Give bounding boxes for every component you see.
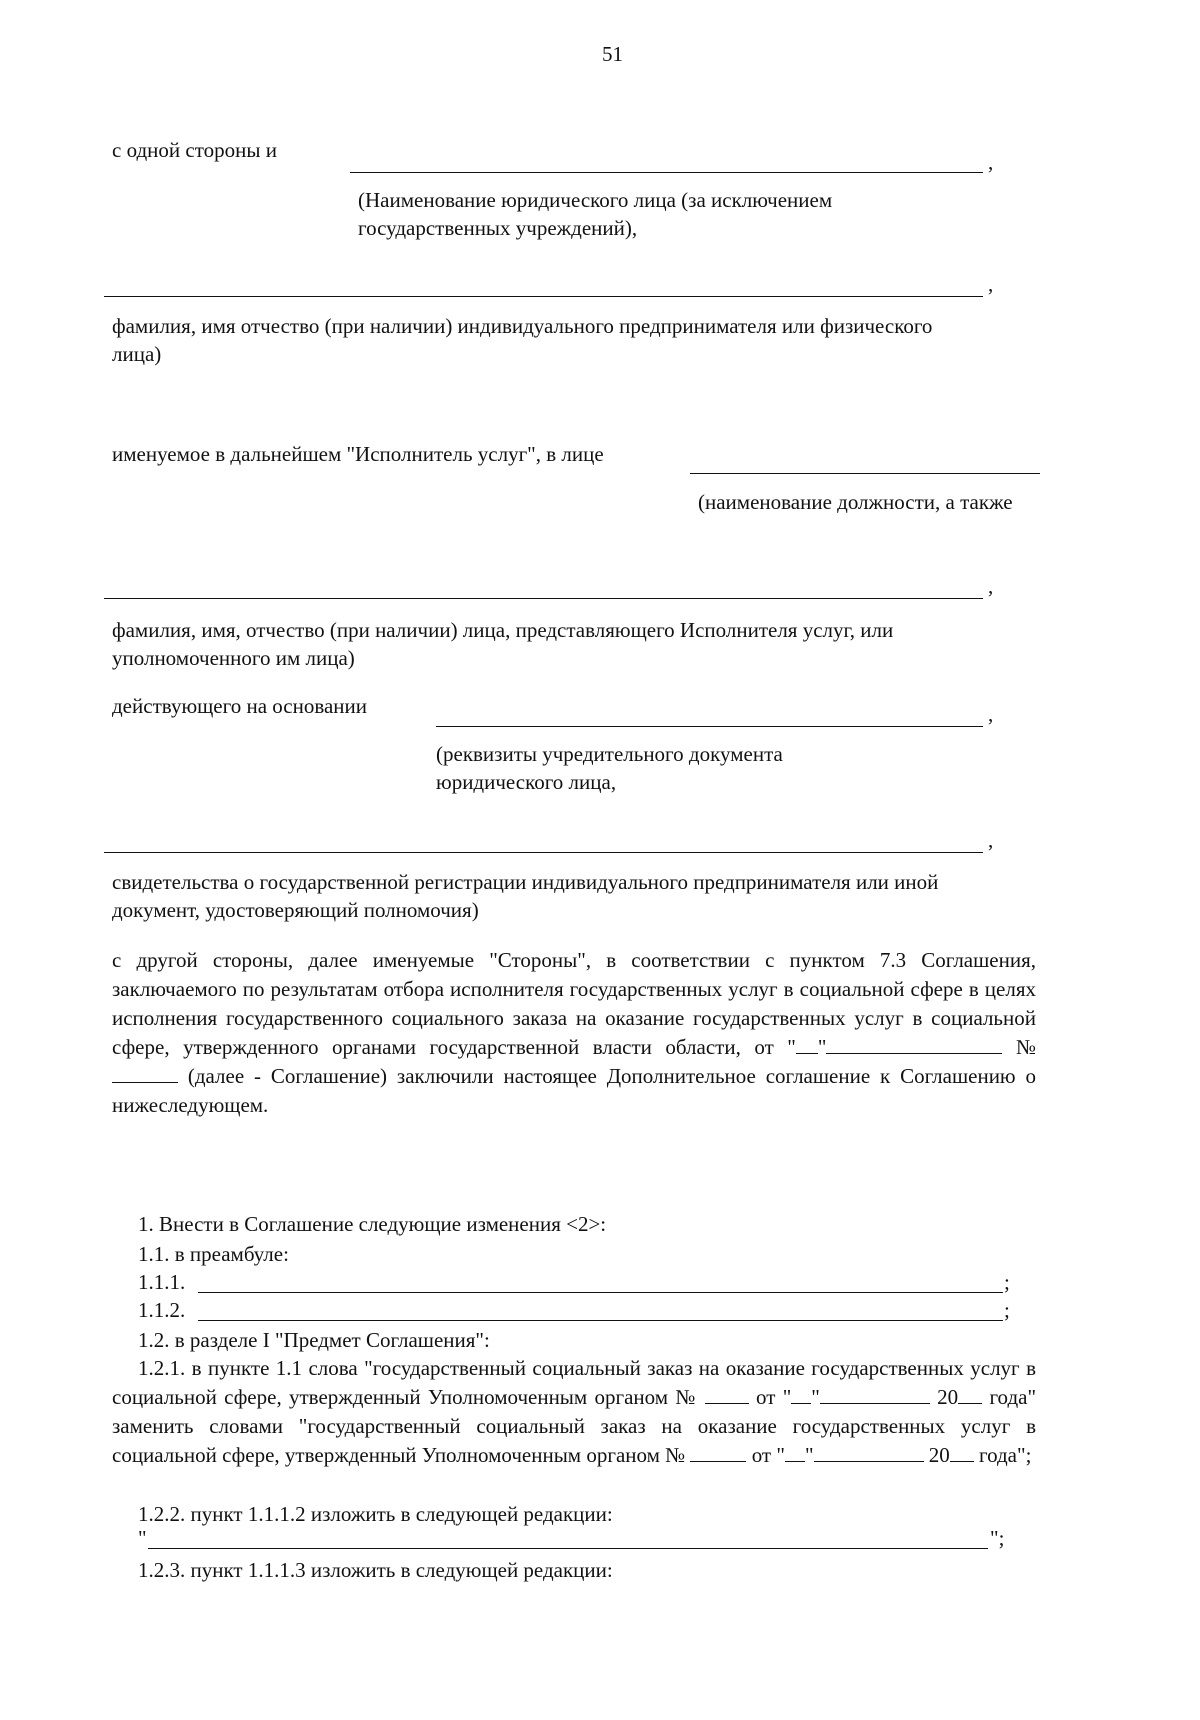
new-day-blank[interactable] xyxy=(785,1443,805,1462)
legal-entity-line[interactable] xyxy=(350,172,983,173)
main-paragraph-text-end: (далее - Соглашение) заключили настоящее Дополнительное соглашение к Соглашению о нижеследующем. xyxy=(112,1064,1036,1117)
charter-caption: (реквизиты учредительного документа юридического лица, xyxy=(436,742,783,794)
semicolon: ; xyxy=(1004,1270,1010,1294)
change-item-1: 1. Внести в Соглашение следующие изменения <2>: xyxy=(138,1212,607,1236)
year-prefix: 20 xyxy=(928,1443,950,1467)
year-blank[interactable] xyxy=(958,1385,982,1404)
date-month-blank[interactable] xyxy=(826,1035,1002,1054)
from-label: от " xyxy=(756,1385,792,1409)
change-item-1-2-1-end: года"; xyxy=(979,1443,1032,1467)
new-year-blank[interactable] xyxy=(950,1443,974,1462)
named-as-label: именуемое в дальнейшем "Исполнитель услуг", в лице xyxy=(112,442,604,466)
position-caption: (наименование должности, а также xyxy=(698,490,1013,514)
change-item-1-1-1: 1.1.1. xyxy=(138,1270,186,1294)
date-day-blank[interactable] xyxy=(796,1035,818,1054)
comma: , xyxy=(988,702,994,726)
comma: , xyxy=(988,828,994,852)
certificate-line[interactable] xyxy=(104,852,983,853)
number-blank[interactable] xyxy=(112,1064,178,1083)
comma: , xyxy=(988,574,994,598)
change-item-1-2-1-text: 1.2.1. в пункте 1.1 слова "государственный социальный заказ на оказание государственных услуг в социальной сфере, утвержденный Уполномоченным органом № xyxy=(112,1356,1036,1409)
order-number-blank[interactable] xyxy=(705,1385,749,1404)
change-item-1-1-2: 1.1.2. xyxy=(138,1298,186,1322)
ip-caption: фамилия, имя отчество (при наличии) индивидуального предпринимателя или физического лица) xyxy=(112,314,933,366)
change-item-1-2-3: 1.2.3. пункт 1.1.1.3 изложить в следующей редакции: xyxy=(138,1558,613,1582)
change-item-1-1: 1.1. в преамбуле: xyxy=(138,1242,289,1266)
change-item-1-2: 1.2. в разделе I "Предмет Соглашения": xyxy=(138,1328,490,1352)
month-blank[interactable] xyxy=(820,1385,930,1404)
comma: , xyxy=(988,272,994,296)
acting-basis-label: действующего на основании xyxy=(112,694,368,718)
main-paragraph-text: с другой стороны, далее именуемые "Стороны", в соответствии с пунктом 7.3 Соглашения, заключаемого по результатам отбора исполнителя государственных услуг в социальной сфере в целях исполнения государственного социального заказа на оказание государственных услуг в социальной сфере, утвержденного органами государственной власти области, от " xyxy=(112,948,1036,1059)
quote-close: "; xyxy=(990,1526,1005,1550)
day-blank[interactable] xyxy=(791,1385,811,1404)
legal-entity-caption: (Наименование юридического лица (за исключением государственных учреждений), xyxy=(358,188,833,240)
quote-mark: " xyxy=(817,1035,827,1059)
position-line[interactable] xyxy=(690,473,1040,474)
one-side-label: с одной стороны и xyxy=(112,138,277,162)
main-paragraph xyxy=(112,946,1036,1120)
charter-line[interactable] xyxy=(436,726,983,727)
comma: , xyxy=(988,150,994,174)
semicolon: ; xyxy=(1004,1298,1010,1322)
new-order-number-blank[interactable] xyxy=(690,1443,746,1462)
change-item-1-2-2-line[interactable] xyxy=(148,1548,988,1549)
quote-open: " xyxy=(138,1526,147,1550)
new-month-blank[interactable] xyxy=(814,1443,924,1462)
representative-line[interactable] xyxy=(104,598,983,599)
change-item-1-1-2-line[interactable] xyxy=(198,1320,1003,1321)
ip-line[interactable] xyxy=(104,296,983,297)
number-sign: № xyxy=(1015,1035,1037,1059)
certificate-caption: свидетельства о государственной регистрации индивидуального предпринимателя или иной документ, удостоверяющий полномочия) xyxy=(112,870,939,922)
quote-mark: " xyxy=(811,1385,820,1409)
change-item-1-1-1-line[interactable] xyxy=(198,1292,1003,1293)
change-item-1-2-2: 1.2.2. пункт 1.1.1.2 изложить в следующей редакции: xyxy=(138,1502,613,1526)
representative-caption: фамилия, имя, отчество (при наличии) лица, представляющего Исполнителя услуг, или уполномоченного им лица) xyxy=(112,618,894,670)
from-label: от " xyxy=(751,1443,785,1467)
quote-mark: " xyxy=(804,1443,814,1467)
page-number: 51 xyxy=(602,42,623,66)
year-prefix: 20 xyxy=(937,1385,959,1409)
change-item-1-2-1-text-2: года" заменить словами "государственный социальный заказ на оказание государственных услуг в социальной сфере, утвержденный Уполномоченным органом № xyxy=(112,1385,1037,1467)
change-item-1-2-1 xyxy=(112,1354,1036,1470)
